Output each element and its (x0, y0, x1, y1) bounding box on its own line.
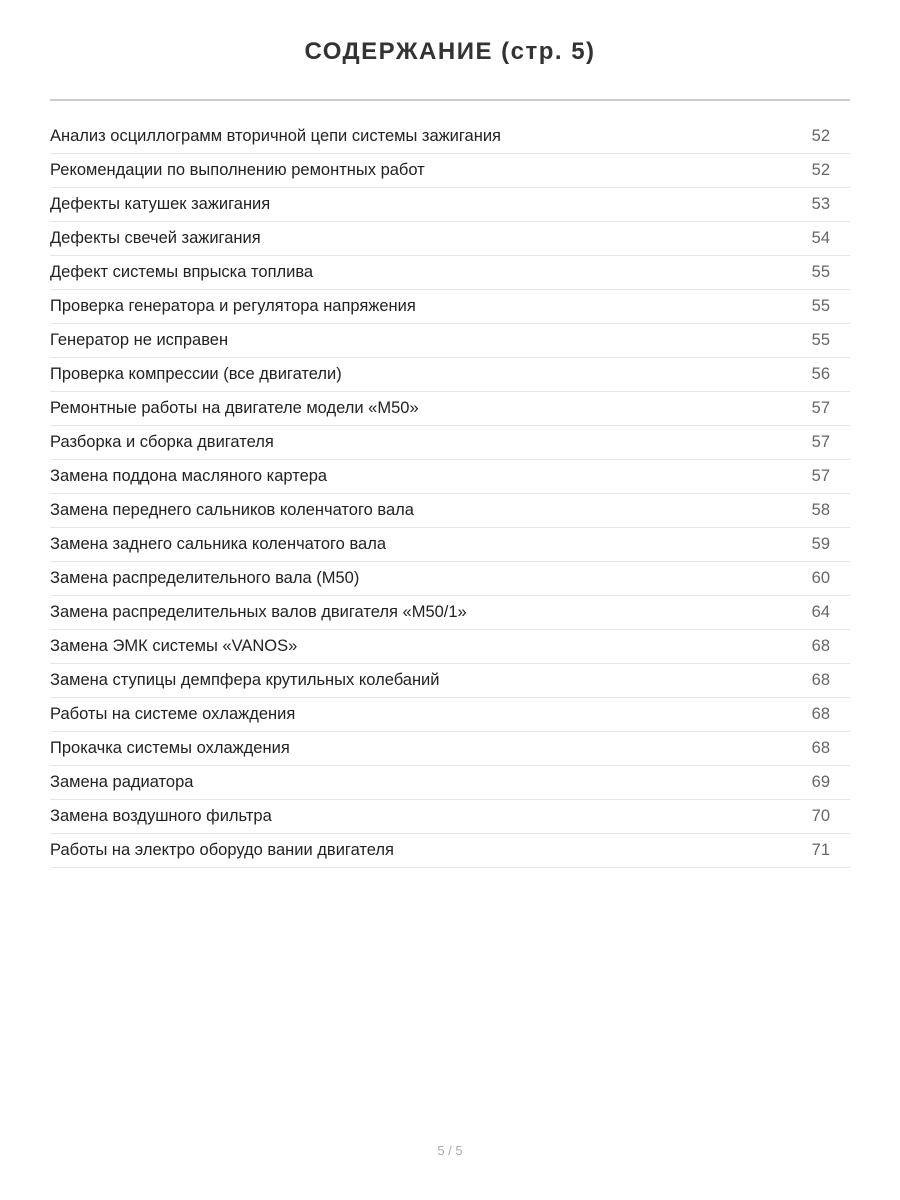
toc-entry-title: Работы на системе охлаждения (50, 705, 296, 723)
toc-entry-page: 57 (811, 467, 830, 485)
toc-entry[interactable] (50, 732, 850, 766)
toc-entry-page: 58 (811, 501, 830, 519)
toc-entry-page: 55 (811, 263, 830, 281)
toc-entry-title: Дефект системы впрыска топлива (50, 263, 314, 281)
toc-entry-title: Проверка генератора и регулятора напряжения (50, 297, 416, 315)
toc-entry-title: Замена распределительных валов двигателя «M50/1» (50, 603, 467, 621)
toc-entry[interactable] (50, 800, 850, 834)
toc-entry-title: Анализ осциллограмм вторичной цепи системы зажигания (50, 127, 501, 145)
toc-entry[interactable] (50, 630, 850, 664)
toc-entry-title: Ремонтные работы на двигателе модели «M50» (50, 399, 419, 417)
toc-entry[interactable] (50, 834, 850, 868)
toc-entry-page: 68 (811, 705, 830, 723)
toc-entry-page: 57 (811, 399, 830, 417)
toc-entry-title: Замена распределительного вала (M50) (50, 569, 360, 587)
toc-entry[interactable] (50, 188, 850, 222)
toc-entry-page: 69 (811, 773, 830, 791)
toc-entry-page: 59 (811, 535, 830, 553)
toc-entry-page: 53 (811, 195, 830, 213)
toc-entry-title: Генератор не исправен (50, 331, 229, 349)
page-title: СОДЕРЖАНИЕ (стр. 5) (304, 38, 596, 65)
toc-entry-page: 71 (811, 841, 830, 859)
toc-entry[interactable] (50, 392, 850, 426)
toc-entry-title: Замена ступицы демпфера крутильных колебаний (50, 671, 440, 689)
toc-entry-title: Замена заднего сальника коленчатого вала (50, 535, 387, 553)
toc-entry-page: 60 (811, 569, 830, 587)
toc-entry[interactable] (50, 596, 850, 630)
toc-entry[interactable] (50, 324, 850, 358)
toc-entry-page: 57 (811, 433, 830, 451)
toc-entry[interactable] (50, 120, 850, 154)
toc-entry[interactable] (50, 664, 850, 698)
toc-entry[interactable] (50, 528, 850, 562)
toc-entry[interactable] (50, 494, 850, 528)
toc-entry-title: Дефекты свечей зажигания (50, 229, 261, 247)
toc-entry[interactable] (50, 698, 850, 732)
toc-entry-title: Замена ЭМК системы «VANOS» (50, 637, 298, 655)
toc-entry[interactable] (50, 460, 850, 494)
toc-entry-page: 54 (811, 229, 830, 247)
toc-entry[interactable] (50, 766, 850, 800)
toc-entry-page: 55 (811, 331, 830, 349)
toc-entry[interactable] (50, 290, 850, 324)
toc-entry-page: 64 (811, 603, 830, 621)
toc-entry-page: 68 (811, 637, 830, 655)
toc-entry-title: Рекомендации по выполнению ремонтных работ (50, 161, 425, 179)
toc-entry-page: 70 (811, 807, 830, 825)
toc-entry[interactable] (50, 256, 850, 290)
toc-entry-title: Замена переднего сальников коленчатого вала (50, 501, 414, 519)
toc-entry-title: Проверка компрессии (все двигатели) (50, 365, 342, 383)
toc-entry-page: 52 (811, 161, 830, 179)
toc-entry[interactable] (50, 222, 850, 256)
toc-entry-title: Прокачка системы охлаждения (50, 739, 290, 757)
toc-entry[interactable] (50, 154, 850, 188)
toc-entry-page: 56 (811, 365, 830, 383)
toc-entry-title: Разборка и сборка двигателя (50, 433, 274, 451)
toc-entry-title: Работы на электро оборудо вании двигателя (50, 841, 394, 859)
toc-entry-page: 68 (811, 739, 830, 757)
toc-entry-title: Замена поддона масляного картера (50, 467, 328, 485)
toc-entry-title: Замена радиатора (50, 773, 194, 791)
page-number: 5 / 5 (437, 1143, 463, 1158)
title-divider (50, 99, 850, 101)
table-of-contents (50, 120, 850, 868)
toc-entry-page: 55 (811, 297, 830, 315)
toc-entry[interactable] (50, 358, 850, 392)
toc-entry[interactable] (50, 426, 850, 460)
toc-entry-title: Замена воздушного фильтра (50, 807, 272, 825)
toc-entry[interactable] (50, 562, 850, 596)
toc-entry-page: 52 (811, 127, 830, 145)
toc-entry-page: 68 (811, 671, 830, 689)
toc-entry-title: Дефекты катушек зажигания (50, 195, 271, 213)
